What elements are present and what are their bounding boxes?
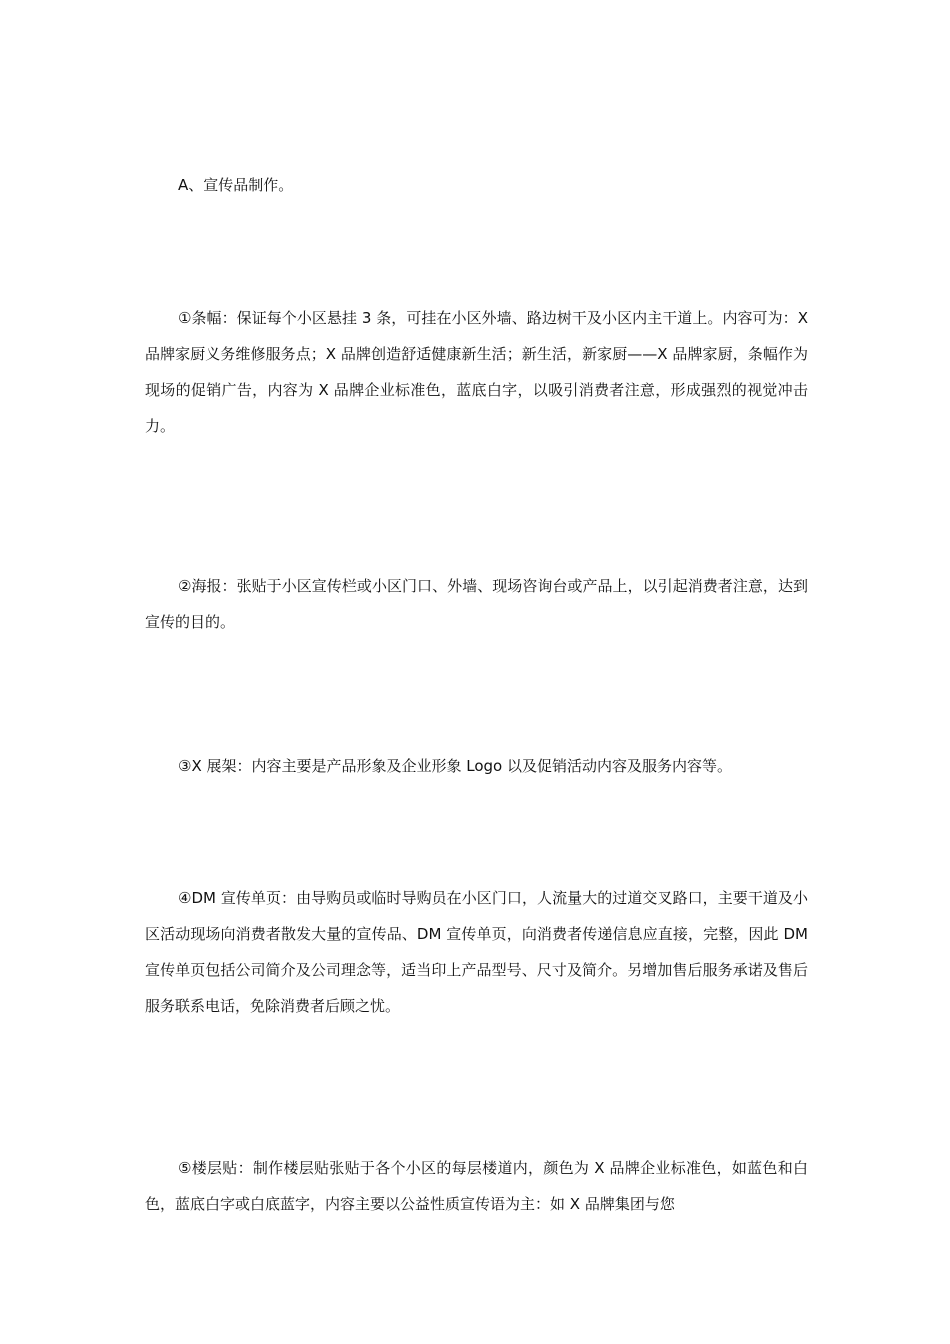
paragraph-x-stand: ③X 展架：内容主要是产品形象及企业形象 Logo 以及促销活动内容及服务内容等。 <box>178 757 732 775</box>
paragraph-posters: ②海报：张贴于小区宣传栏或小区门口、外墙、现场咨询台或产品上，以引起消费者注意，达到宣传的目的。 <box>145 577 808 631</box>
paragraph-floor-stickers: ⑤楼层贴：制作楼层贴张贴于各个小区的每层楼道内，颜色为 X 品牌企业标准色，如蓝色和白色，蓝底白字或白底蓝字，内容主要以公益性质宣传语为主：如 X 品牌集团与您 <box>145 1159 808 1213</box>
paragraph-dm-flyer: ④DM 宣传单页：由导购员或临时导购员在小区门口，人流量大的过道交叉路口，主要干道及小区活动现场向消费者散发大量的宣传品、DM 宣传单页，向消费者传递信息应直接，完整，因此 DM 宣传单页包括公司简介及公司理念等，适当印上产品型号、尺寸及简介。另增加售后服务承诺及售后服务联系电话，免除消费者后顾之忧。 <box>145 889 808 1015</box>
paragraph-banners: ①条幅：保证每个小区悬挂 3 条，可挂在小区外墙、路边树干及小区内主干道上。内容可为：X 品牌家厨义务维修服务点；X 品牌创造舒适健康新生活；新生活，新家厨——X 品牌家厨，条幅作为现场的促销广告，内容为 X 品牌企业标准色，蓝底白字，以吸引消费者注意，形成强烈的视觉冲击力。 <box>145 309 808 435</box>
section-heading: A、宣传品制作。 <box>178 176 294 194</box>
